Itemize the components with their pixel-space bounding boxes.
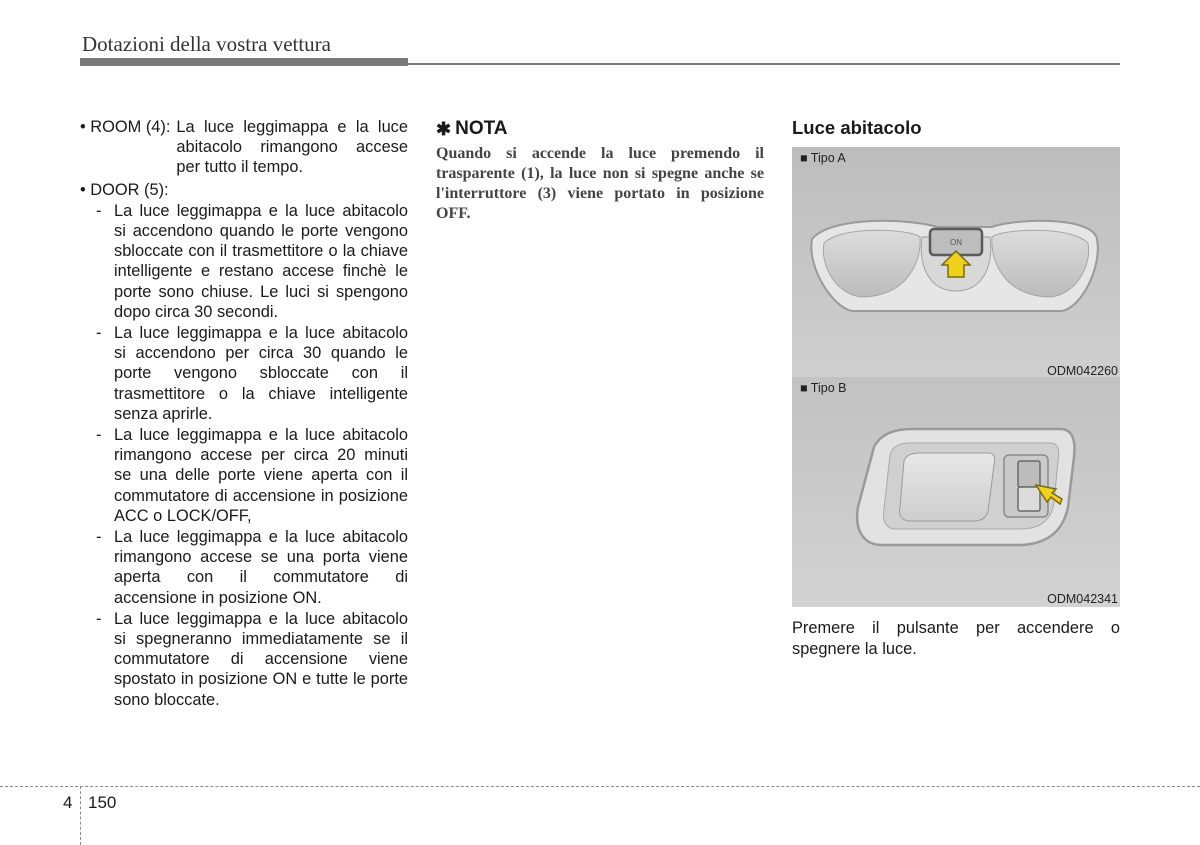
figure-b-code: ODM042341 [1047,592,1118,606]
room-bullet [80,117,408,178]
door-item [80,609,408,710]
room-text: La luce leggimappa e la luce abitacolo rimangono accese per tutto il tempo. [176,118,408,177]
door-item-text: La luce leggimappa e la luce abitacolo rimangono accese per circa 20 minuti se una delle porte viene aperta con il commutatore di accensione in posizione ACC o LOCK/OFF, [114,426,408,525]
door-item [80,527,408,608]
figure-a-code: ODM042260 [1047,364,1118,378]
dash: - [96,528,102,547]
room-lamp-illustration [792,377,1120,607]
dome-light-illustration [792,147,1120,379]
figure-tipo-a [792,147,1120,379]
dash: - [96,201,102,220]
on-button-text: ON [950,238,962,247]
nota-heading [436,118,764,140]
dash: - [96,609,102,628]
chapter-number: 4 [63,793,73,812]
dash: - [96,324,102,343]
page-number: 150 [88,793,117,812]
footer-rule [0,786,1200,787]
header-rule-thin [408,63,1120,65]
header-rule-thick [80,58,408,66]
figure-tipo-b [792,377,1120,607]
figure-a-label: ■ Tipo A [800,151,846,165]
door-item-text: La luce leggimappa e la luce abitacolo si spegneranno immediatamente se il commutatore di accensione viene spostato in posizione ON e tutte le porte sono bloccate. [114,609,408,709]
page-header-title: Dotazioni della vostra vettura [82,32,331,56]
left-column [80,117,408,710]
room-label: • ROOM (4): [80,118,171,136]
door-item [80,323,408,424]
door-item-text: La luce leggimappa e la luce abitacolo si accendono quando le porte vengono sbloccate con il trasmettitore o la chiave intelligente e restano accese finchè le porte sono chiuse. Le luci si spengono dopo circa 30 secondi. [114,201,408,321]
door-item-text: La luce leggimappa e la luce abitacolo rimangono accese se una porta viene aperta con il commutatore di accensione in posizione ON. [114,528,408,607]
door-label: • DOOR (5): [80,180,169,199]
door-item [80,201,408,322]
door-item [80,425,408,526]
footer-divider [80,786,81,845]
door-item-text: La luce leggimappa e la luce abitacolo si accendono per circa 30 quando le porte vengono sbloccate con il trasmettitore o la chiave intelligente senza aprirle. [114,324,408,423]
nota-title: NOTA [455,118,508,139]
section-title: Luce abitacolo [792,117,922,138]
nota-box [436,118,764,224]
nota-body: Quando si accende la luce premendo il trasparente (1), la luce non si spegne anche se l'interruttore (3) viene portato in posizione OFF. [436,145,764,222]
right-column-heading [792,117,1120,139]
figure-b-label: ■ Tipo B [800,381,847,395]
figure-caption: Premere il pulsante per accendere o spegnere la luce. [792,619,1120,658]
dash: - [96,426,102,445]
asterisk-icon: ✱ [436,118,452,139]
